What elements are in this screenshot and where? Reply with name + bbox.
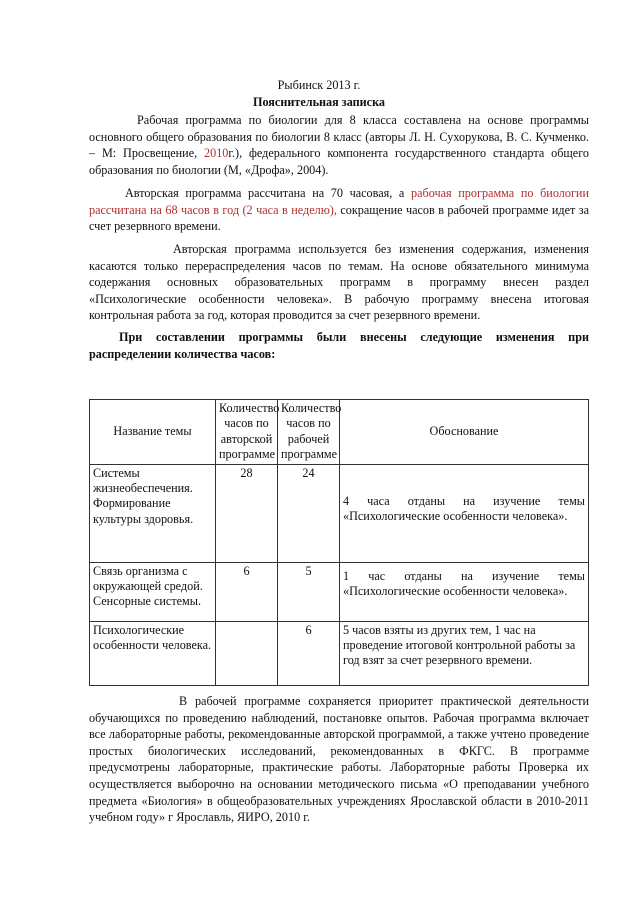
cell-topic-name: Системы жизнеобеспечения. Формирование культуры здоровья. [90,464,216,562]
page-title: Пояснительная записка [252,94,386,109]
city-year: Рыбинск 2013 г. [277,78,361,92]
hours-text-red: рабочая программа по биологии рассчитана на 68 часов в год (2 часа в неделю), [89,186,589,217]
header [0,77,638,110]
intro-text-a: Рабочая программа по биологии для 8 класса составлена на основе программы основного общего образования по биологии 8 класс (авторы Л. Н. Сухорукова, В. С. Кучменко. – М: Просвещение, [89,113,589,161]
paragraph-table-intro [89,329,589,362]
hours-text-a: Авторская программа рассчитана на 70 часовая, а [125,186,411,200]
header-author-hours: Количество часов по авторской программе [216,400,278,465]
practice-text: В рабочей программе сохраняется приоритет практической деятельности обучающихся по проведению наблюдений, постановке опытов. Рабочая программа включает все лабораторные работы, рекомендованные авторской программой, а также учтено проведение простых биологических исследований, рекомендованных в ФКГС. В программе предусмотрены лабораторные, практические работы. Лабораторные работы Проверка их осуществляется выборочно на основании методического письма «О преподавании учебного предмета «Биология» в общеобразовательных учреждениях Ярославской области в 2010-2011 учебном году» г Ярославль, ЯИРО, 2010 г. [89,694,589,825]
cell-author-hours: 28 [216,464,278,562]
table-row [90,621,589,685]
table-row [90,464,589,562]
hours-text-b: сокращение часов в рабочей программе идет за счет резервного времени. [89,202,589,234]
hours-table [89,399,589,686]
cell-work-hours: 24 [278,464,340,562]
cell-justification: 5 часов взяты из других тем, 1 час на проведение итоговой контрольной работы за год взят за счет резервного времени. [340,621,589,685]
table-row [90,562,589,621]
header-justification: Обоснование [340,400,589,465]
cell-topic-name: Психологические особенности человека. [90,621,216,685]
intro-year: 2010 [204,146,229,161]
table-header-row [90,400,589,465]
cell-justification: 4 часа отданы на изучение темы «Психологические особенности человека». [340,464,589,562]
header-topic-name: Название темы [90,400,216,465]
cell-author-hours [216,621,278,685]
header-work-hours: Количество часов по рабочей программе [278,400,340,465]
paragraph-practice [89,693,589,826]
changes-text: Авторская программа используется без изменения содержания, изменения касаются только перераспределения часов по темам. На основе обязательного минимума содержания основных образовательных программ в программу внесен раздел «Психологические особенности человека». В рабочую программу внесена итоговая контрольная работа за год, которая проводится за счет резервного времени. [89,242,589,323]
paragraph-intro [89,112,589,178]
intro-text-b: г.), федерального компонента государственного стандарта общего образования по биологии (М, «Дрофа», 2004). [89,146,589,177]
cell-work-hours: 5 [278,562,340,621]
cell-justification: 1 час отданы на изучение темы «Психологические особенности человека». [340,562,589,621]
paragraph-hours [89,185,589,235]
cell-topic-name: Связь организма с окружающей средой. Сенсорные системы. [90,562,216,621]
cell-author-hours: 6 [216,562,278,621]
paragraph-changes [89,241,589,324]
cell-work-hours: 6 [278,621,340,685]
table-intro-text: При составлении программы были внесены следующие изменения при распределении количества часов: [89,330,589,361]
